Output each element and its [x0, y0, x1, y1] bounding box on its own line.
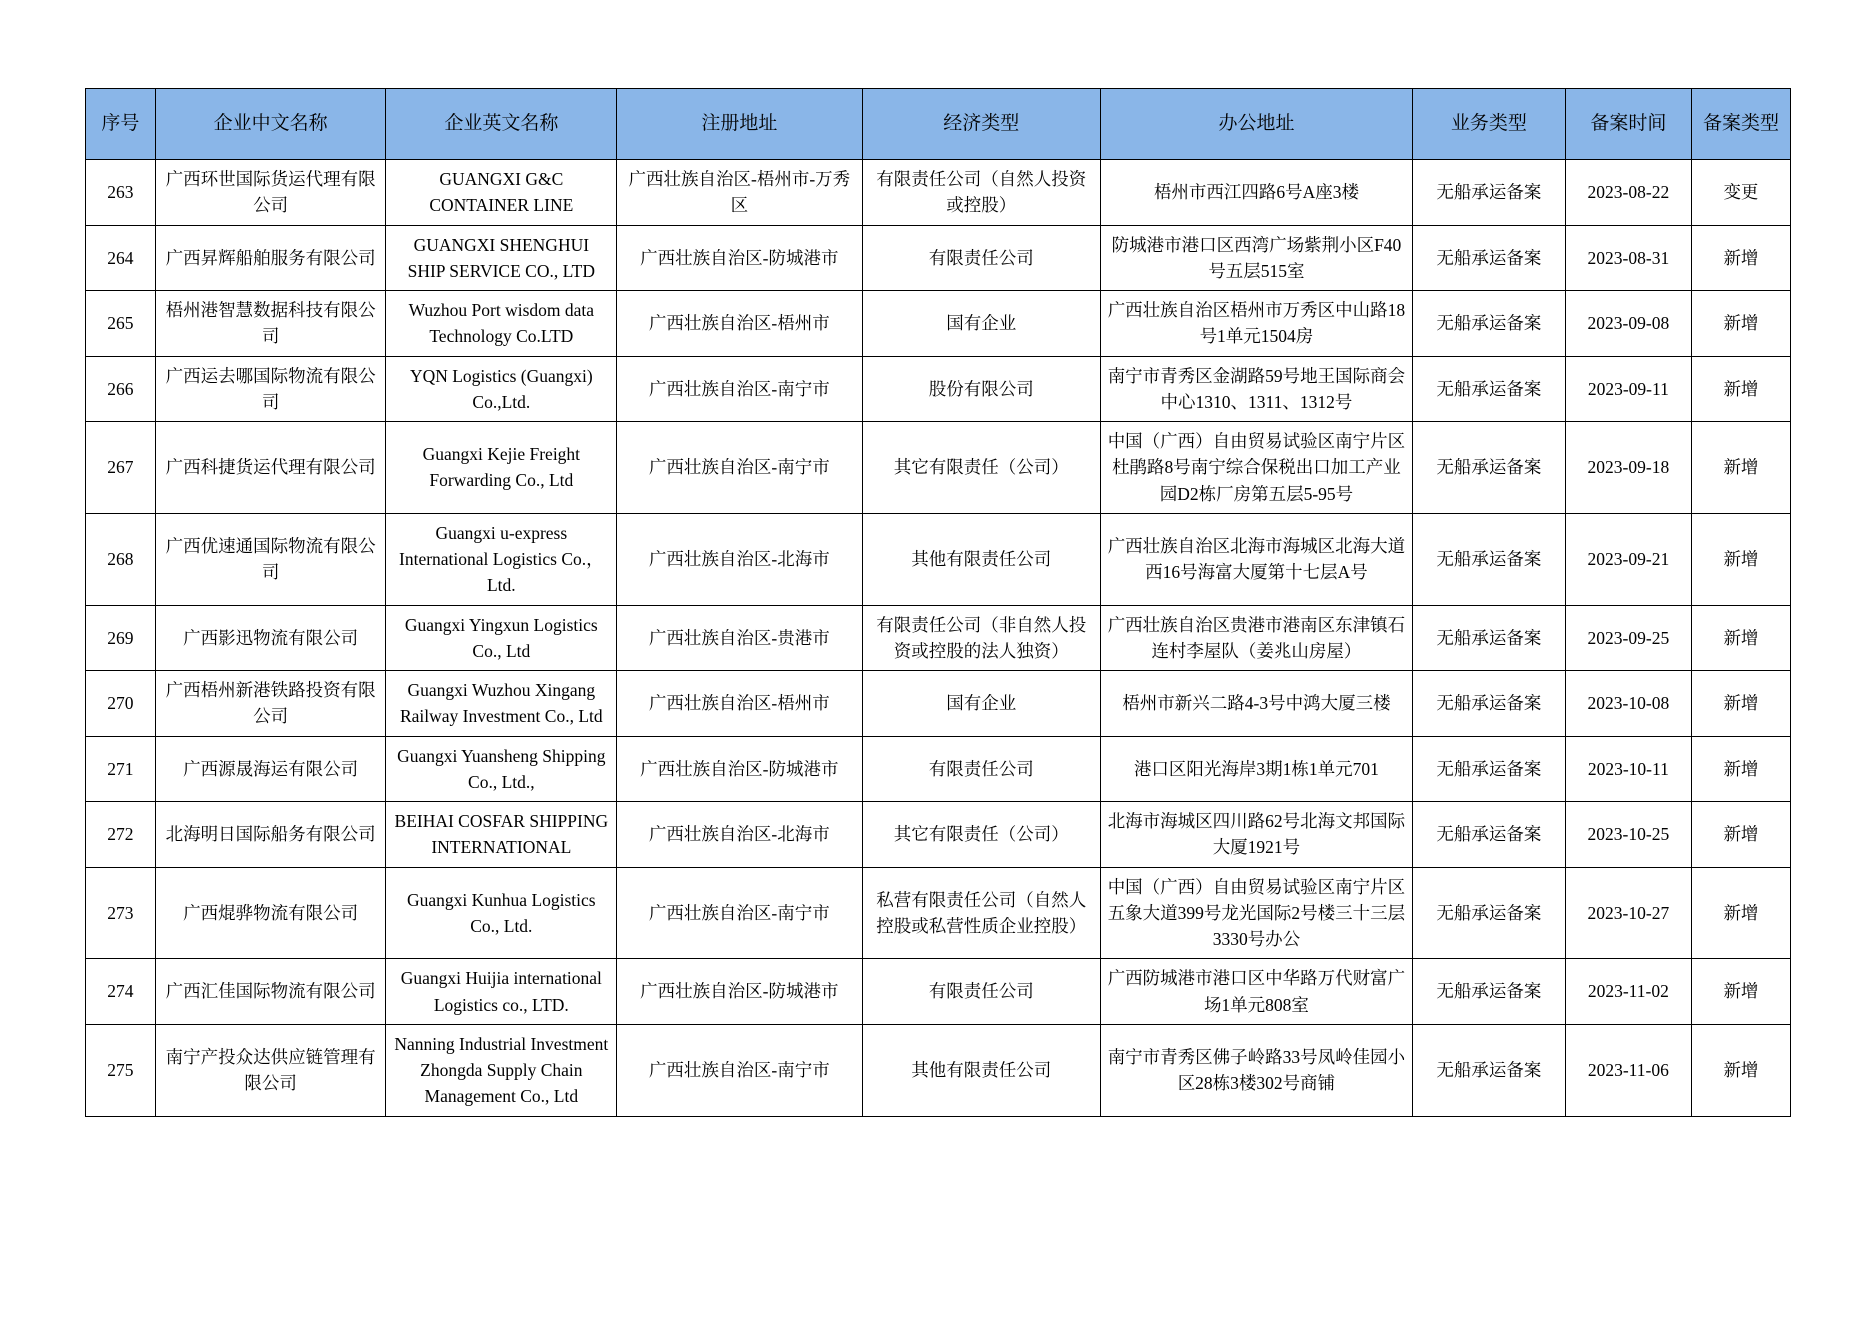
cell-record-type: 新增	[1691, 867, 1790, 959]
column-header-record-date: 备案时间	[1565, 89, 1691, 160]
cell-record-type: 新增	[1691, 291, 1790, 357]
cell-index: 265	[86, 291, 156, 357]
cell-record-date: 2023-10-25	[1565, 802, 1691, 868]
cell-name-en: Guangxi u-express International Logistics Co.，Ltd.	[386, 513, 617, 605]
cell-name-en: Guangxi Yuansheng Shipping Co., Ltd.,	[386, 736, 617, 802]
cell-registered-address: 广西壮族自治区-北海市	[617, 513, 862, 605]
cell-business-type: 无船承运备案	[1412, 867, 1565, 959]
cell-office-address: 南宁市青秀区金湖路59号地王国际商会中心1310、1311、1312号	[1101, 356, 1413, 422]
cell-economic-type: 有限责任公司	[862, 225, 1101, 291]
cell-registered-address: 广西壮族自治区-北海市	[617, 802, 862, 868]
cell-office-address: 中国（广西）自由贸易试验区南宁片区杜鹃路8号南宁综合保税出口加工产业园D2栋厂房第五层5-95号	[1101, 422, 1413, 514]
cell-name-cn: 广西环世国际货运代理有限公司	[155, 160, 386, 226]
cell-index: 270	[86, 671, 156, 737]
cell-record-type: 新增	[1691, 1024, 1790, 1116]
cell-business-type: 无船承运备案	[1412, 422, 1565, 514]
cell-economic-type: 国有企业	[862, 291, 1101, 357]
cell-record-type: 新增	[1691, 959, 1790, 1025]
cell-office-address: 广西防城港市港口区中华路万代财富广场1单元808室	[1101, 959, 1413, 1025]
cell-economic-type: 其它有限责任（公司）	[862, 802, 1101, 868]
cell-business-type: 无船承运备案	[1412, 802, 1565, 868]
cell-name-cn: 广西影迅物流有限公司	[155, 605, 386, 671]
table-row	[86, 802, 1791, 868]
cell-office-address: 广西壮族自治区梧州市万秀区中山路18号1单元1504房	[1101, 291, 1413, 357]
cell-index: 268	[86, 513, 156, 605]
cell-record-date: 2023-10-08	[1565, 671, 1691, 737]
cell-index: 274	[86, 959, 156, 1025]
cell-business-type: 无船承运备案	[1412, 605, 1565, 671]
cell-record-type: 新增	[1691, 736, 1790, 802]
cell-registered-address: 广西壮族自治区-梧州市	[617, 291, 862, 357]
cell-economic-type: 其他有限责任公司	[862, 1024, 1101, 1116]
cell-name-en: YQN Logistics (Guangxi) Co.,Ltd.	[386, 356, 617, 422]
table-row	[86, 1024, 1791, 1116]
cell-record-type: 新增	[1691, 605, 1790, 671]
cell-registered-address: 广西壮族自治区-梧州市-万秀区	[617, 160, 862, 226]
cell-economic-type: 国有企业	[862, 671, 1101, 737]
cell-index: 264	[86, 225, 156, 291]
cell-office-address: 广西壮族自治区贵港市港南区东津镇石连村李屋队（姜兆山房屋）	[1101, 605, 1413, 671]
table-row	[86, 225, 1791, 291]
cell-business-type: 无船承运备案	[1412, 160, 1565, 226]
cell-index: 271	[86, 736, 156, 802]
cell-registered-address: 广西壮族自治区-梧州市	[617, 671, 862, 737]
column-header-business-type: 业务类型	[1412, 89, 1565, 160]
cell-office-address: 广西壮族自治区北海市海城区北海大道西16号海富大厦第十七层A号	[1101, 513, 1413, 605]
cell-record-type: 新增	[1691, 513, 1790, 605]
cell-business-type: 无船承运备案	[1412, 671, 1565, 737]
cell-record-type: 新增	[1691, 225, 1790, 291]
cell-index: 275	[86, 1024, 156, 1116]
cell-record-date: 2023-09-25	[1565, 605, 1691, 671]
cell-office-address: 防城港市港口区西湾广场紫荆小区F40号五层515室	[1101, 225, 1413, 291]
table-row	[86, 422, 1791, 514]
cell-index: 272	[86, 802, 156, 868]
table-header	[86, 89, 1791, 160]
cell-name-en: Guangxi Kunhua Logistics Co., Ltd.	[386, 867, 617, 959]
cell-record-date: 2023-09-21	[1565, 513, 1691, 605]
cell-name-en: GUANGXI SHENGHUI SHIP SERVICE CO., LTD	[386, 225, 617, 291]
cell-registered-address: 广西壮族自治区-南宁市	[617, 356, 862, 422]
column-header-name-cn: 企业中文名称	[155, 89, 386, 160]
cell-registered-address: 广西壮族自治区-防城港市	[617, 225, 862, 291]
cell-record-date: 2023-08-22	[1565, 160, 1691, 226]
cell-business-type: 无船承运备案	[1412, 1024, 1565, 1116]
table-body	[86, 160, 1791, 1117]
cell-business-type: 无船承运备案	[1412, 513, 1565, 605]
cell-economic-type: 有限责任公司（非自然人投资或控股的法人独资）	[862, 605, 1101, 671]
table-row	[86, 736, 1791, 802]
table-row	[86, 356, 1791, 422]
cell-index: 273	[86, 867, 156, 959]
table-row	[86, 671, 1791, 737]
cell-record-type: 新增	[1691, 422, 1790, 514]
cell-name-cn: 梧州港智慧数据科技有限公司	[155, 291, 386, 357]
cell-name-en: Guangxi Huijia international Logistics co., LTD.	[386, 959, 617, 1025]
cell-name-en: Nanning Industrial Investment Zhongda Supply Chain Management Co., Ltd	[386, 1024, 617, 1116]
cell-registered-address: 广西壮族自治区-防城港市	[617, 736, 862, 802]
cell-record-type: 新增	[1691, 356, 1790, 422]
cell-economic-type: 有限责任公司	[862, 959, 1101, 1025]
column-header-record-type: 备案类型	[1691, 89, 1790, 160]
column-header-office-address: 办公地址	[1101, 89, 1413, 160]
cell-name-en: BEIHAI COSFAR SHIPPING INTERNATIONAL	[386, 802, 617, 868]
cell-office-address: 北海市海城区四川路62号北海文邦国际大厦1921号	[1101, 802, 1413, 868]
cell-economic-type: 其他有限责任公司	[862, 513, 1101, 605]
cell-office-address: 南宁市青秀区佛子岭路33号凤岭佳园小区28栋3楼302号商铺	[1101, 1024, 1413, 1116]
cell-business-type: 无船承运备案	[1412, 959, 1565, 1025]
column-header-index: 序号	[86, 89, 156, 160]
table-row	[86, 959, 1791, 1025]
cell-office-address: 港口区阳光海岸3期1栋1单元701	[1101, 736, 1413, 802]
cell-index: 269	[86, 605, 156, 671]
column-header-registered-address: 注册地址	[617, 89, 862, 160]
table-row	[86, 605, 1791, 671]
cell-record-date: 2023-11-02	[1565, 959, 1691, 1025]
table-row	[86, 513, 1791, 605]
table-row	[86, 867, 1791, 959]
cell-name-en: GUANGXI G&C CONTAINER LINE	[386, 160, 617, 226]
cell-registered-address: 广西壮族自治区-防城港市	[617, 959, 862, 1025]
cell-record-type: 新增	[1691, 671, 1790, 737]
cell-economic-type: 其它有限责任（公司）	[862, 422, 1101, 514]
cell-registered-address: 广西壮族自治区-南宁市	[617, 1024, 862, 1116]
cell-registered-address: 广西壮族自治区-南宁市	[617, 867, 862, 959]
column-header-economic-type: 经济类型	[862, 89, 1101, 160]
cell-economic-type: 私营有限责任公司（自然人控股或私营性质企业控股）	[862, 867, 1101, 959]
cell-record-date: 2023-09-18	[1565, 422, 1691, 514]
table-header-row	[86, 89, 1791, 160]
cell-business-type: 无船承运备案	[1412, 736, 1565, 802]
cell-name-cn: 广西科捷货运代理有限公司	[155, 422, 386, 514]
cell-name-en: Guangxi Yingxun Logistics Co., Ltd	[386, 605, 617, 671]
cell-name-cn: 广西梧州新港铁路投资有限公司	[155, 671, 386, 737]
cell-name-cn: 广西优速通国际物流有限公司	[155, 513, 386, 605]
cell-economic-type: 有限责任公司（自然人投资或控股）	[862, 160, 1101, 226]
cell-index: 263	[86, 160, 156, 226]
cell-economic-type: 有限责任公司	[862, 736, 1101, 802]
cell-record-date: 2023-11-06	[1565, 1024, 1691, 1116]
table-row	[86, 160, 1791, 226]
column-header-name-en: 企业英文名称	[386, 89, 617, 160]
cell-name-cn: 广西昇辉船舶服务有限公司	[155, 225, 386, 291]
cell-economic-type: 股份有限公司	[862, 356, 1101, 422]
cell-name-cn: 广西焜骅物流有限公司	[155, 867, 386, 959]
cell-record-type: 变更	[1691, 160, 1790, 226]
cell-name-cn: 广西汇佳国际物流有限公司	[155, 959, 386, 1025]
cell-name-cn: 广西运去哪国际物流有限公司	[155, 356, 386, 422]
cell-index: 267	[86, 422, 156, 514]
cell-name-en: Wuzhou Port wisdom data Technology Co.LTD	[386, 291, 617, 357]
cell-business-type: 无船承运备案	[1412, 225, 1565, 291]
cell-record-date: 2023-10-27	[1565, 867, 1691, 959]
table-row	[86, 291, 1791, 357]
cell-record-date: 2023-10-11	[1565, 736, 1691, 802]
cell-record-date: 2023-09-11	[1565, 356, 1691, 422]
cell-record-date: 2023-09-08	[1565, 291, 1691, 357]
filing-records-table	[85, 88, 1791, 1117]
cell-index: 266	[86, 356, 156, 422]
cell-record-date: 2023-08-31	[1565, 225, 1691, 291]
cell-registered-address: 广西壮族自治区-贵港市	[617, 605, 862, 671]
cell-office-address: 梧州市西江四路6号A座3楼	[1101, 160, 1413, 226]
cell-office-address: 中国（广西）自由贸易试验区南宁片区五象大道399号龙光国际2号楼三十三层3330号办公	[1101, 867, 1413, 959]
cell-business-type: 无船承运备案	[1412, 356, 1565, 422]
cell-name-cn: 北海明日国际船务有限公司	[155, 802, 386, 868]
cell-name-en: Guangxi Kejie Freight Forwarding Co., Ltd	[386, 422, 617, 514]
cell-name-cn: 广西源晟海运有限公司	[155, 736, 386, 802]
cell-name-cn: 南宁产投众达供应链管理有限公司	[155, 1024, 386, 1116]
cell-record-type: 新增	[1691, 802, 1790, 868]
cell-name-en: Guangxi Wuzhou Xingang Railway Investment Co., Ltd	[386, 671, 617, 737]
cell-registered-address: 广西壮族自治区-南宁市	[617, 422, 862, 514]
cell-business-type: 无船承运备案	[1412, 291, 1565, 357]
cell-office-address: 梧州市新兴二路4-3号中鸿大厦三楼	[1101, 671, 1413, 737]
